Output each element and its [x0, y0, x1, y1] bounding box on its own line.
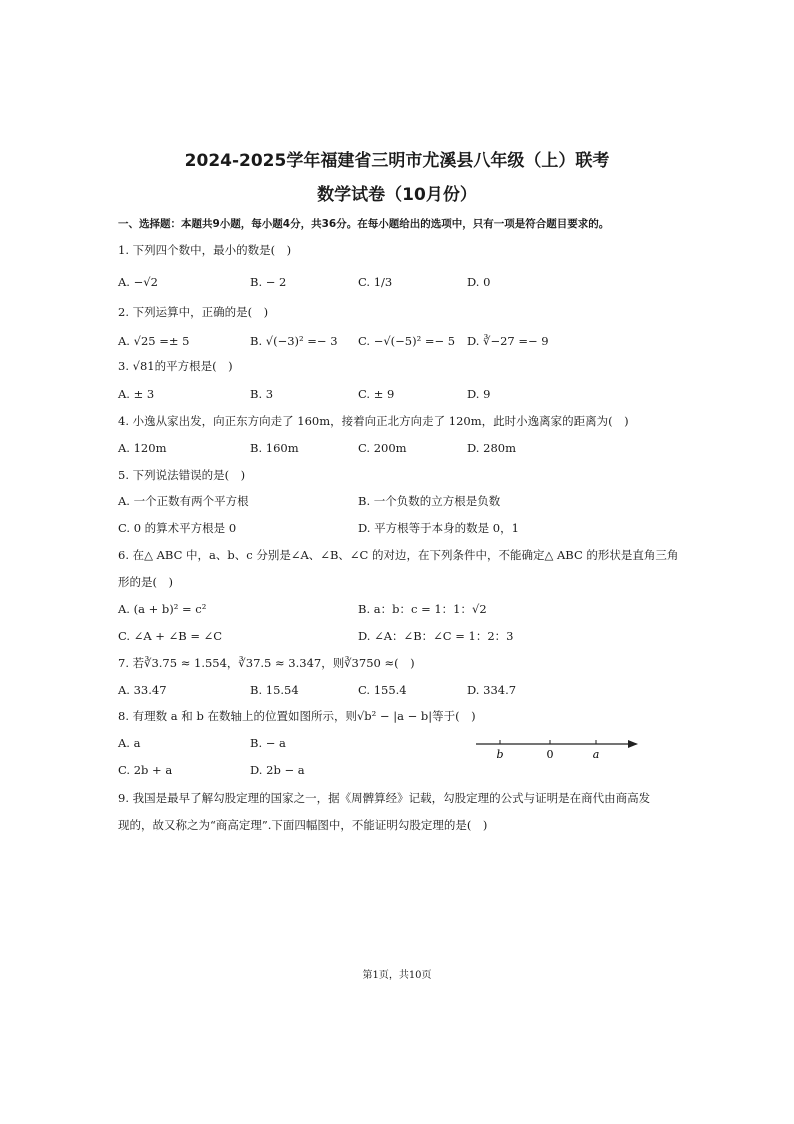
question-8-stem: 8. 有理数 a 和 b 在数轴上的位置如图所示，则√b² − |a − b|等于( )	[118, 709, 476, 723]
q4-option-c: C. 200m	[358, 441, 407, 455]
q1-option-c: C. 1/3	[358, 275, 393, 289]
q6-option-b: B. a：b：c = 1：1：√2	[358, 602, 487, 616]
q5-option-d: D. 平方根等于本身的数是 0，1	[358, 521, 519, 535]
question-9-stem-line2: 现的，故又称之为“商高定理”.下面四幅图中，不能证明勾股定理的是( )	[118, 818, 488, 832]
q3-option-c: C. ± 9	[358, 387, 395, 401]
q1-option-b: B. − 2	[250, 275, 287, 289]
q2-option-b: B. √(−3)² =− 3	[250, 334, 338, 348]
q3-option-a: A. ± 3	[118, 387, 155, 401]
axis-label-a: a	[592, 748, 600, 761]
q4-option-a: A. 120m	[118, 441, 167, 455]
q3-option-d: D. 9	[467, 387, 491, 401]
q2-option-c: C. −√(−5)² =− 5	[358, 334, 456, 348]
q7-option-a: A. 33.47	[118, 683, 167, 697]
question-4-stem: 4. 小逸从家出发，向正东方向走了 160m，接着向正北方向走了 120m，此时小逸离家的距离为( )	[118, 414, 629, 428]
q8-option-b: B. − a	[250, 736, 286, 750]
exam-subtitle: 数学试卷（10月份）	[317, 185, 477, 205]
q8-option-d: D. 2b − a	[250, 763, 305, 777]
question-9-stem-line1: 9. 我国是最早了解勾股定理的国家之一，据《周髀算经》记载，勾股定理的公式与证明是在商代由商高发	[118, 791, 651, 805]
q2-option-a: A. √25 =± 5	[118, 334, 190, 348]
question-7-stem: 7. 若∛3.75 ≈ 1.554，∛37.5 ≈ 3.347，则∛3750 ≈( )	[118, 656, 415, 670]
q5-option-b: B. 一个负数的立方根是负数	[358, 494, 501, 508]
q6-option-c: C. ∠A + ∠B = ∠C	[118, 629, 223, 643]
section-heading: 一、选择题：本题共9小题，每小题4分，共36分。在每小题给出的选项中，只有一项是符合题目要求的。	[118, 218, 610, 230]
question-6-stem-line2: 形的是( )	[118, 575, 173, 589]
q1-option-a: A. −√2	[118, 275, 158, 289]
axis-label-b: b	[496, 748, 504, 761]
q8-option-a: A. a	[118, 736, 141, 750]
q2-option-d: D. ∛−27 =− 9	[467, 334, 549, 348]
number-line-arrow	[628, 740, 638, 748]
q5-option-c: C. 0 的算术平方根是 0	[118, 521, 237, 535]
q4-option-b: B. 160m	[250, 441, 299, 455]
q7-option-d: D. 334.7	[467, 683, 517, 697]
q7-option-c: C. 155.4	[358, 683, 407, 697]
question-5-stem: 5. 下列说法错误的是( )	[118, 468, 246, 482]
exam-title: 2024-2025学年福建省三明市尤溪县八年级（上）联考	[184, 151, 610, 171]
question-1-stem: 1. 下列四个数中，最小的数是( )	[118, 243, 292, 257]
q3-option-b: B. 3	[250, 387, 274, 401]
q8-option-c: C. 2b + a	[118, 763, 173, 777]
question-6-stem-line1: 6. 在△ ABC 中，a、b、c 分别是∠A、∠B、∠C 的对边，在下列条件中，不能确定△ ABC 的形状是直角三角	[118, 548, 679, 562]
axis-label-zero: 0	[546, 748, 554, 761]
q1-option-d: D. 0	[467, 275, 491, 289]
q6-option-a: A. (a + b)² = c²	[118, 602, 207, 616]
page-footer: 第1页，共10页	[362, 970, 432, 981]
q4-option-d: D. 280m	[467, 441, 516, 455]
number-line-figure	[472, 734, 642, 764]
question-2-stem: 2. 下列运算中，正确的是( )	[118, 305, 269, 319]
question-3-stem: 3. √81的平方根是( )	[118, 359, 233, 373]
q5-option-a: A. 一个正数有两个平方根	[118, 494, 249, 508]
q6-option-d: D. ∠A：∠B：∠C = 1：2：3	[358, 629, 514, 643]
q7-option-b: B. 15.54	[250, 683, 299, 697]
